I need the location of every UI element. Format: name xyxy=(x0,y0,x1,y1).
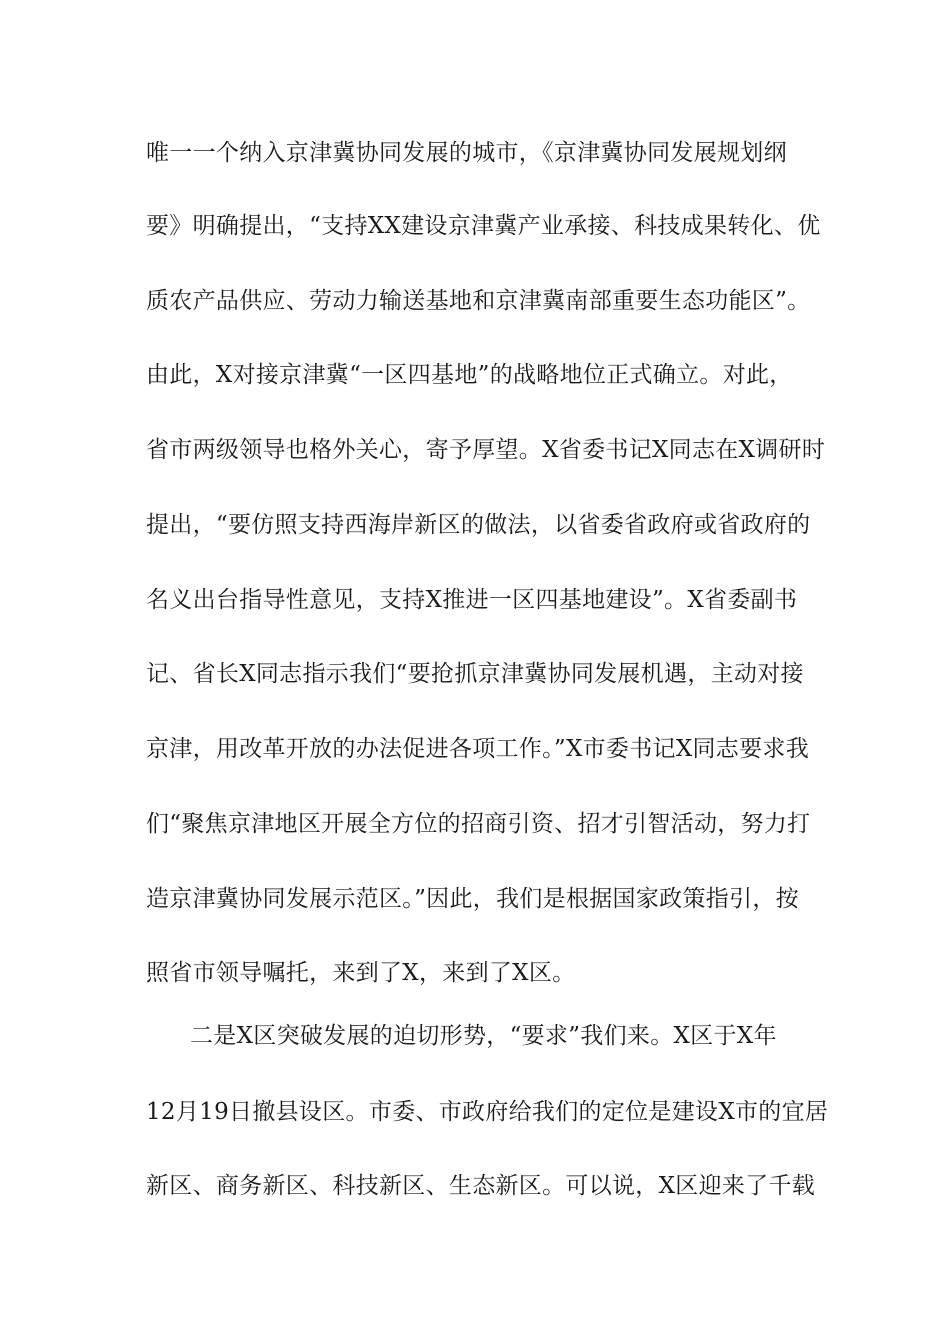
text-line: 质农产品供应、劳动力输送基地和京津冀南部重要生态功能区”。 xyxy=(146,288,811,314)
text-line: 记、省长X同志指示我们“要抢抓京津冀协同发展机遇，主动对接 xyxy=(146,661,804,687)
text-line: 12月19日撤县设区。市委、市政府给我们的定位是建设X市的宜居 xyxy=(146,1099,829,1125)
paragraph-first-line: 二是X区突破发展的迫切形势，“要求”我们来。X区于X年 xyxy=(190,1023,777,1049)
text-line: 由此，X对接京津冀“一区四基地”的战略地位正式确立。对此， xyxy=(146,362,793,388)
text-line: 照省市领导嘱托，来到了X，来到了X区。 xyxy=(146,960,576,986)
text-line: 们“聚焦京津地区开展全方位的招商引资、招才引智活动，努力打 xyxy=(146,811,811,837)
text-line: 京津，用改革开放的办法促进各项工作。”X市委书记X同志要求我 xyxy=(146,736,810,762)
text-line: 唯一一个纳入京津冀协同发展的城市，《京津冀协同发展规划纲 xyxy=(146,140,787,166)
text-line: 要》明确提出，“支持XX建设京津冀产业承接、科技成果转化、优 xyxy=(146,213,821,239)
text-line: 造京津冀协同发展示范区。”因此，我们是根据国家政策指引，按 xyxy=(146,886,799,912)
text-line: 省市两级领导也格外关心，寄予厚望。X省委书记X同志在X调研时 xyxy=(146,437,826,463)
text-line: 提出，“要仿照支持西海岸新区的做法，以省委省政府或省政府的 xyxy=(146,512,811,538)
text-line: 新区、商务新区、科技新区、生态新区。可以说，X区迎来了千载 xyxy=(146,1173,816,1199)
text-line: 名义出台指导性意见，支持X推进一区四基地建设”。X省委副书 xyxy=(146,587,798,613)
